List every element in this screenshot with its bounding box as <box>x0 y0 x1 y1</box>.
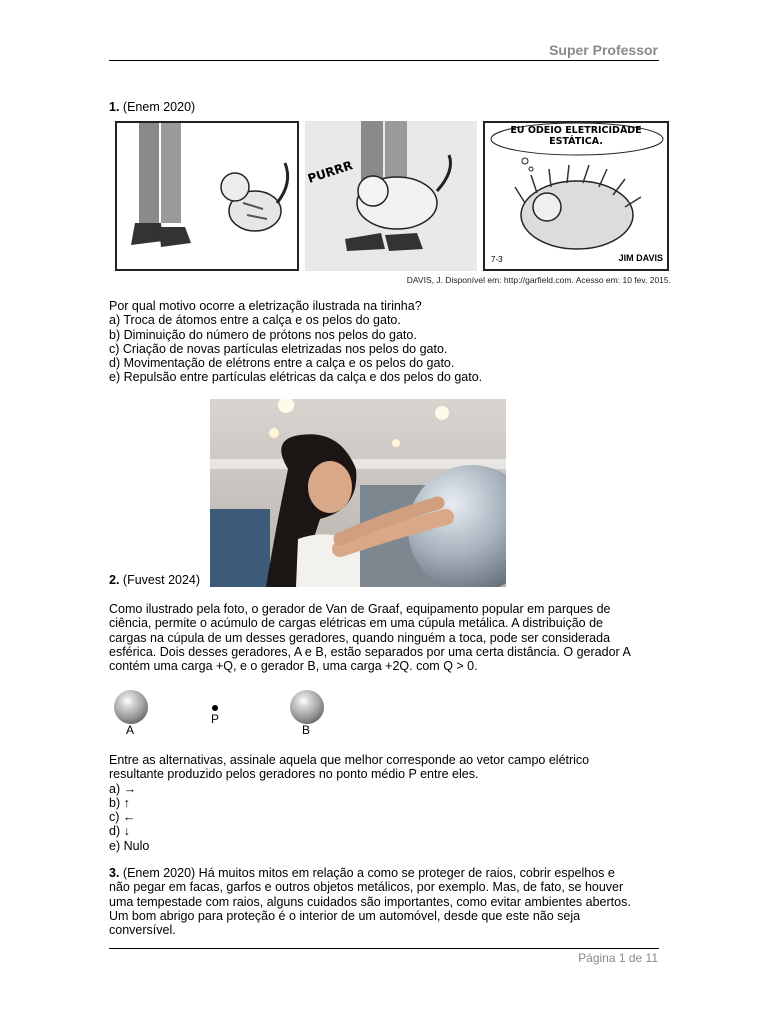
van-de-graaff-photo <box>210 399 506 587</box>
comic-panel-2 <box>305 121 477 271</box>
q3-number: 3. <box>109 866 120 880</box>
comic-date: 7-3 <box>491 255 503 264</box>
label-a: A <box>126 723 135 737</box>
q3-line: uma tempestade com raios, alguns cuidados são importantes, como evitar ambientes abertos. <box>109 894 631 909</box>
q3-body <box>109 866 661 937</box>
comic-panel-1-drawing <box>117 123 297 269</box>
q2-source: (Fuvest 2024) <box>122 573 201 587</box>
q1-option-e: e) Repulsão entre partículas elétricas da calça e dos pelos do gato. <box>109 370 483 385</box>
comic-credit: DAVIS, J. Disponível em: http://garfield.com. Acesso em: 10 fev. 2015. <box>406 275 671 285</box>
label-p: P <box>211 712 220 726</box>
q1-option-b: b) Diminuição do número de prótons nos pelos do gato. <box>109 327 417 342</box>
point-p <box>212 705 218 711</box>
q3-source: (Enem 2020) <box>122 866 196 880</box>
comic-panel-2-drawing <box>305 121 477 271</box>
q2-option-e: e) Nulo <box>109 838 150 853</box>
van-de-graaff-photo-drawing <box>210 399 506 587</box>
q3-line: conversível. <box>109 923 176 938</box>
sphere-a <box>114 690 148 724</box>
q3-line: não pegar em facas, garfos e outros objetos metálicos, por exemplo. Mas, de fato, se houver <box>109 880 624 895</box>
q2-option-a: a) → <box>109 781 137 796</box>
page-number: Página 1 de 11 <box>578 951 658 965</box>
q2-intro <box>109 602 661 673</box>
q1-option-a: a) Troca de átomos entre a calça e os pelos do gato. <box>109 313 401 328</box>
comic-thought-text: EU ODEIO ELETRICIDADE ESTÁTICA. <box>510 125 642 147</box>
q1-heading <box>109 100 195 114</box>
q1-body <box>109 299 661 385</box>
comic-panel-1 <box>115 121 299 271</box>
q2-intro-line: esférica. Dois desses geradores, A e B, estão separados por uma certa distância. O gerador A <box>109 644 631 659</box>
comic-signature: JIM DAVIS <box>618 253 663 263</box>
q1-option-d: d) Movimentação de elétrons entre a calça e os pelos do gato. <box>109 356 455 371</box>
q2-intro-line: Como ilustrado pela foto, o gerador de Van de Graaf, equipamento popular em parques de <box>109 602 611 616</box>
q2-option-b: b) ↑ <box>109 795 130 810</box>
q3-first-line <box>109 866 661 880</box>
q1-option-c: c) Criação de novas partículas eletrizadas nos pelos do gato. <box>109 341 448 356</box>
comic-sound-effect: PURRR <box>305 158 355 186</box>
sphere-b <box>290 690 324 724</box>
q2-number: 2. <box>109 573 120 587</box>
label-b: B <box>302 723 311 737</box>
q2-option-d: d) ↓ <box>109 824 130 839</box>
header-rule <box>109 60 659 61</box>
q3-line: Há muitos mitos em relação a como se proteger de raios, cobrir espelhos e <box>198 866 615 880</box>
q2-prompt-line: Entre as alternativas, assinale aquela que melhor corresponde ao vetor campo elétrico <box>109 753 590 767</box>
q2-option-c: c) ← <box>109 810 136 825</box>
q2-intro-line: contém uma carga +Q, e o gerador B, uma carga +2Q. com Q > 0. <box>109 659 478 674</box>
q1-source: (Enem 2020) <box>122 100 196 114</box>
q2-prompt-line: resultante produzido pelos geradores no ponto médio P entre eles. <box>109 767 479 782</box>
q1-question: Por qual motivo ocorre a eletrização ilustrada na tirinha? <box>109 299 422 313</box>
q2-heading <box>109 573 200 587</box>
header-brand: Super Professor <box>549 42 658 58</box>
q1-number: 1. <box>109 100 120 114</box>
comic-panel-3 <box>483 121 669 271</box>
q2-prompt <box>109 753 661 853</box>
q3-line: Um bom abrigo para proteção é o interior de um automóvel, desde que este não seja <box>109 908 581 923</box>
footer-rule <box>109 948 659 949</box>
q2-intro-line: cargas na cúpula de um desses geradores, quando ninguém a toca, pode ser considerada <box>109 630 611 645</box>
q2-intro-line: ciência, permite o acúmulo de cargas elétricas em uma cúpula metálica. A distribuição de <box>109 616 604 631</box>
